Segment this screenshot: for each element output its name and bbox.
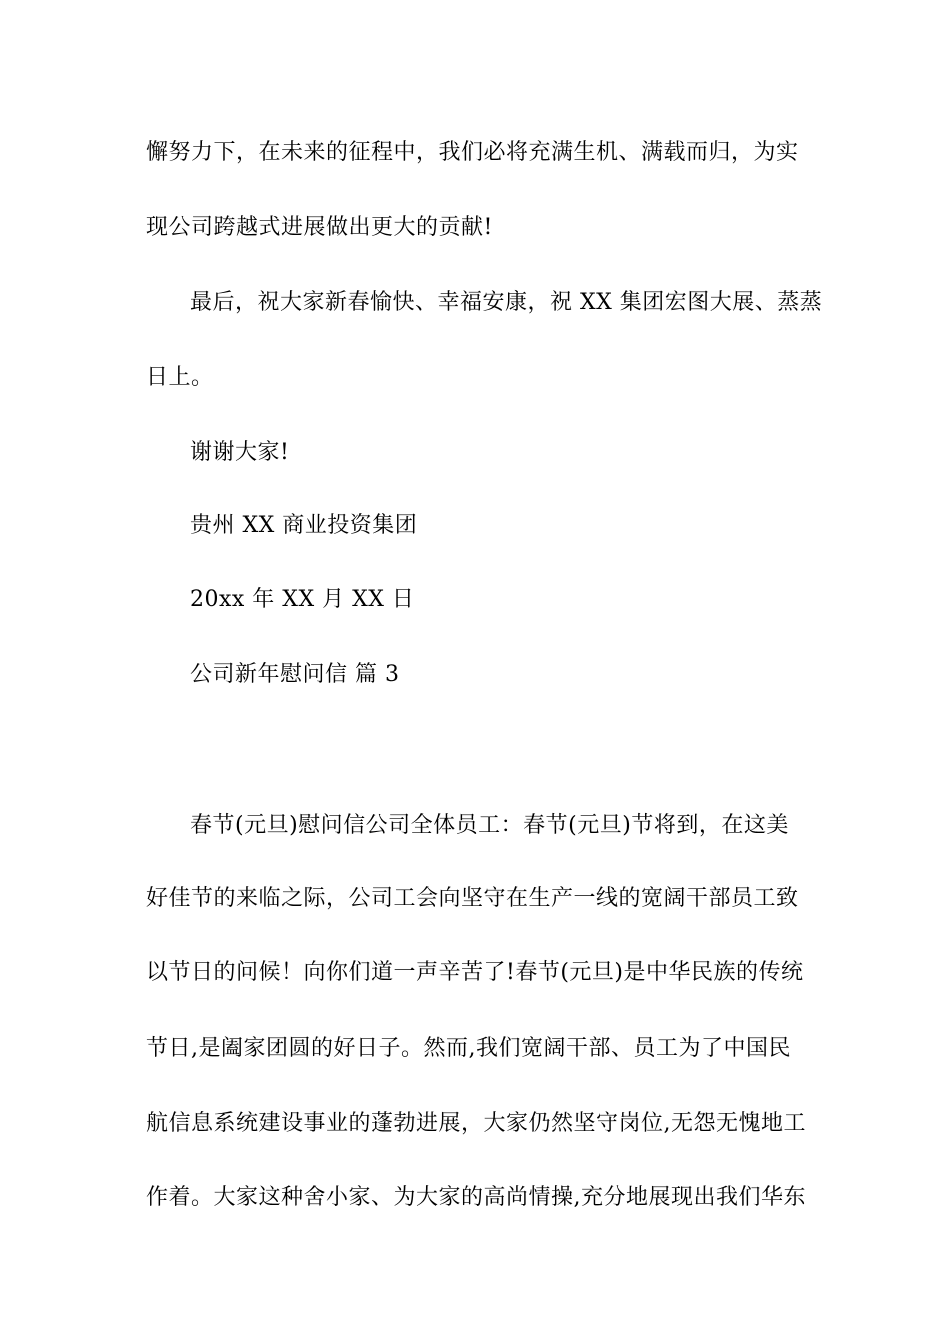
paragraph-3-line-3: 以节日的问候！向你们道一声辛苦了!春节(元旦)是中华民族的传统 [146, 960, 804, 985]
thanks-line: 谢谢大家! [190, 440, 290, 465]
paragraph-3-line-4: 节日,是阖家团圆的好日子。然而,我们宽阔干部、员工为了中国民 [146, 1036, 791, 1061]
paragraph-1-line-2: 现公司跨越式进展做出更大的贡献! [146, 215, 493, 240]
section-heading: 公司新年慰问信 篇 3 [190, 662, 400, 687]
paragraph-1-line-1: 懈努力下，在未来的征程中，我们必将充满生机、满载而归，为实 [146, 140, 799, 165]
signature-date: 20xx 年 XX 月 XX 日 [190, 587, 415, 612]
paragraph-2-line-1: 最后，祝大家新春愉快、幸福安康，祝 XX 集团宏图大展、蒸蒸 [190, 290, 823, 315]
paragraph-2-line-2: 日上。 [146, 365, 214, 390]
paragraph-3-line-1: 春节(元旦)慰问信公司全体员工：春节(元旦)节将到，在这美 [190, 813, 789, 838]
paragraph-3-line-2: 好佳节的来临之际，公司工会向坚守在生产一线的宽阔干部员工致 [146, 886, 799, 911]
paragraph-3-line-5: 航信息系统建设事业的蓬勃进展，大家仍然坚守岗位,无怨无愧地工 [146, 1111, 806, 1136]
paragraph-3-line-6: 作着。大家这种舍小家、为大家的高尚情操,充分地展现出我们华东 [146, 1185, 806, 1210]
signature-organization: 贵州 XX 商业投资集团 [190, 513, 418, 538]
